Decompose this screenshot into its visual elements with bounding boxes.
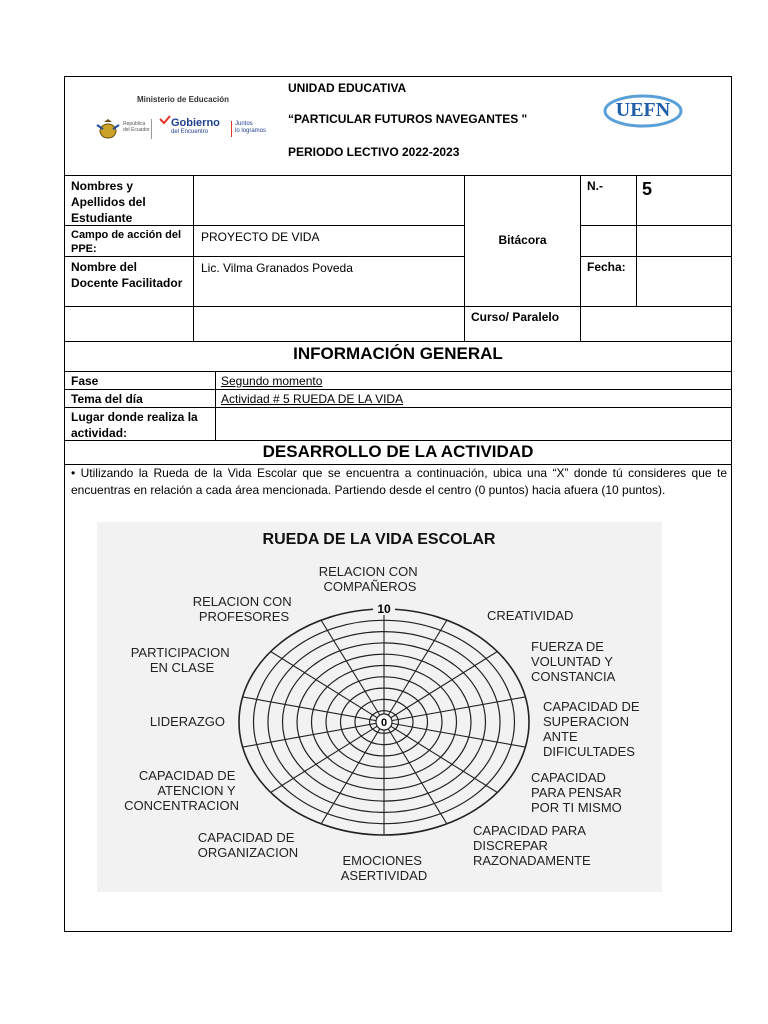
wheel-figure — [97, 522, 662, 892]
fase-label: Fase — [71, 374, 99, 388]
area-atencion: CAPACIDAD DE ATENCION Y CONCENTRACION — [124, 768, 239, 813]
lugar-field[interactable] — [216, 408, 731, 440]
area-emociones: EMOCIONES ASERTIVIDAD — [340, 853, 428, 883]
juntos-separator — [231, 121, 232, 137]
school-name: “PARTICULAR FUTUROS NAVEGANTES " — [288, 112, 528, 126]
empty-right-cell[interactable] — [637, 226, 731, 256]
fase-value: Segundo momento — [221, 374, 323, 388]
tema-value: Actividad # 5 RUEDA DE LA VIDA — [221, 392, 404, 406]
docente-value: Lic. Vilma Granados Poveda — [201, 261, 353, 275]
area-organizacion: CAPACIDAD DE ORGANIZACION — [197, 830, 299, 860]
wheel-svg — [97, 522, 662, 892]
desarrollo-section-title: DESARROLLO DE LA ACTIVIDAD — [262, 442, 534, 461]
area-discrepar: CAPACIDAD PARA DISCREPAR RAZONADAMENTE — [473, 823, 591, 868]
empty-mid-cell[interactable] — [194, 307, 464, 341]
area-relacion-profesores: RELACION CON PROFESORES — [192, 594, 292, 624]
curso-label: Curso/ Paralelo — [471, 310, 560, 324]
student-name-label: Nombres y Apellidos del Estudiante — [71, 179, 146, 225]
area-capacidad-superacion: CAPACIDAD DE SUPERACION ANTE DIFICULTADES — [543, 699, 640, 759]
school-period: PERIODO LECTIVO 2022-2023 — [288, 145, 460, 159]
campo-value: PROYECTO DE VIDA — [201, 230, 320, 244]
republic-label: República del Ecuador — [123, 121, 150, 133]
worksheet-frame — [64, 76, 732, 932]
wheel-center-label: 0 — [380, 717, 388, 729]
info-section-title: INFORMACIÓN GENERAL — [293, 344, 503, 363]
gobierno-label: Gobierno del Encuentro — [171, 117, 220, 135]
activity-instruction: • Utilizando la Rueda de la Vida Escolar que se encuentra a continuación, ubica una “X” donde tú consideres que te encuentras en relación a cada área mencionada. Partiendo desde el centro (0 puntos) hacia afuera (10 puntos). — [71, 466, 727, 497]
gobierno-check-icon — [159, 115, 171, 125]
ministry-logo — [91, 93, 271, 153]
n-label: N.- — [587, 179, 603, 193]
ecuador-seal-icon — [95, 119, 121, 141]
area-pensar-por-ti: CAPACIDAD PARA PENSAR POR TI MISMO — [531, 770, 622, 815]
docente-label: Nombre del Docente Facilitador — [71, 260, 183, 290]
separator-bar — [151, 119, 152, 139]
area-participacion: PARTICIPACION EN CLASE — [130, 645, 230, 675]
header-section — [65, 77, 731, 175]
wheel-max-label: 10 — [377, 602, 391, 616]
ministry-label: Ministerio de Educación — [137, 95, 230, 104]
empty-left-cell[interactable] — [65, 307, 193, 341]
bitacora-label: Bitácora — [498, 233, 547, 247]
lugar-label: Lugar donde realiza la actividad: — [71, 410, 198, 440]
campo-label: Campo de acción del PPE: — [71, 229, 182, 255]
n-value: 5 — [642, 179, 653, 199]
fecha-field[interactable] — [637, 257, 731, 306]
tema-label: Tema del día — [71, 392, 143, 406]
area-creatividad: CREATIVIDAD — [487, 608, 574, 623]
area-liderazgo: LIDERAZGO — [149, 714, 225, 729]
juntos-label: Juntos lo logramos — [235, 121, 267, 134]
area-fuerza-voluntad: FUERZA DE VOLUNTAD Y CONSTANCIA — [531, 639, 616, 684]
school-type: UNIDAD EDUCATIVA — [288, 81, 407, 95]
wheel-title: RUEDA DE LA VIDA ESCOLAR — [262, 531, 496, 548]
uefn-logo — [601, 91, 685, 131]
fecha-label: Fecha: — [587, 260, 626, 274]
curso-field[interactable] — [581, 307, 731, 341]
uefn-logo-text: UEFN — [615, 99, 671, 121]
grid-line — [65, 341, 731, 342]
area-relacion-companeros: RELACION CON COMPAÑEROS — [318, 564, 418, 594]
